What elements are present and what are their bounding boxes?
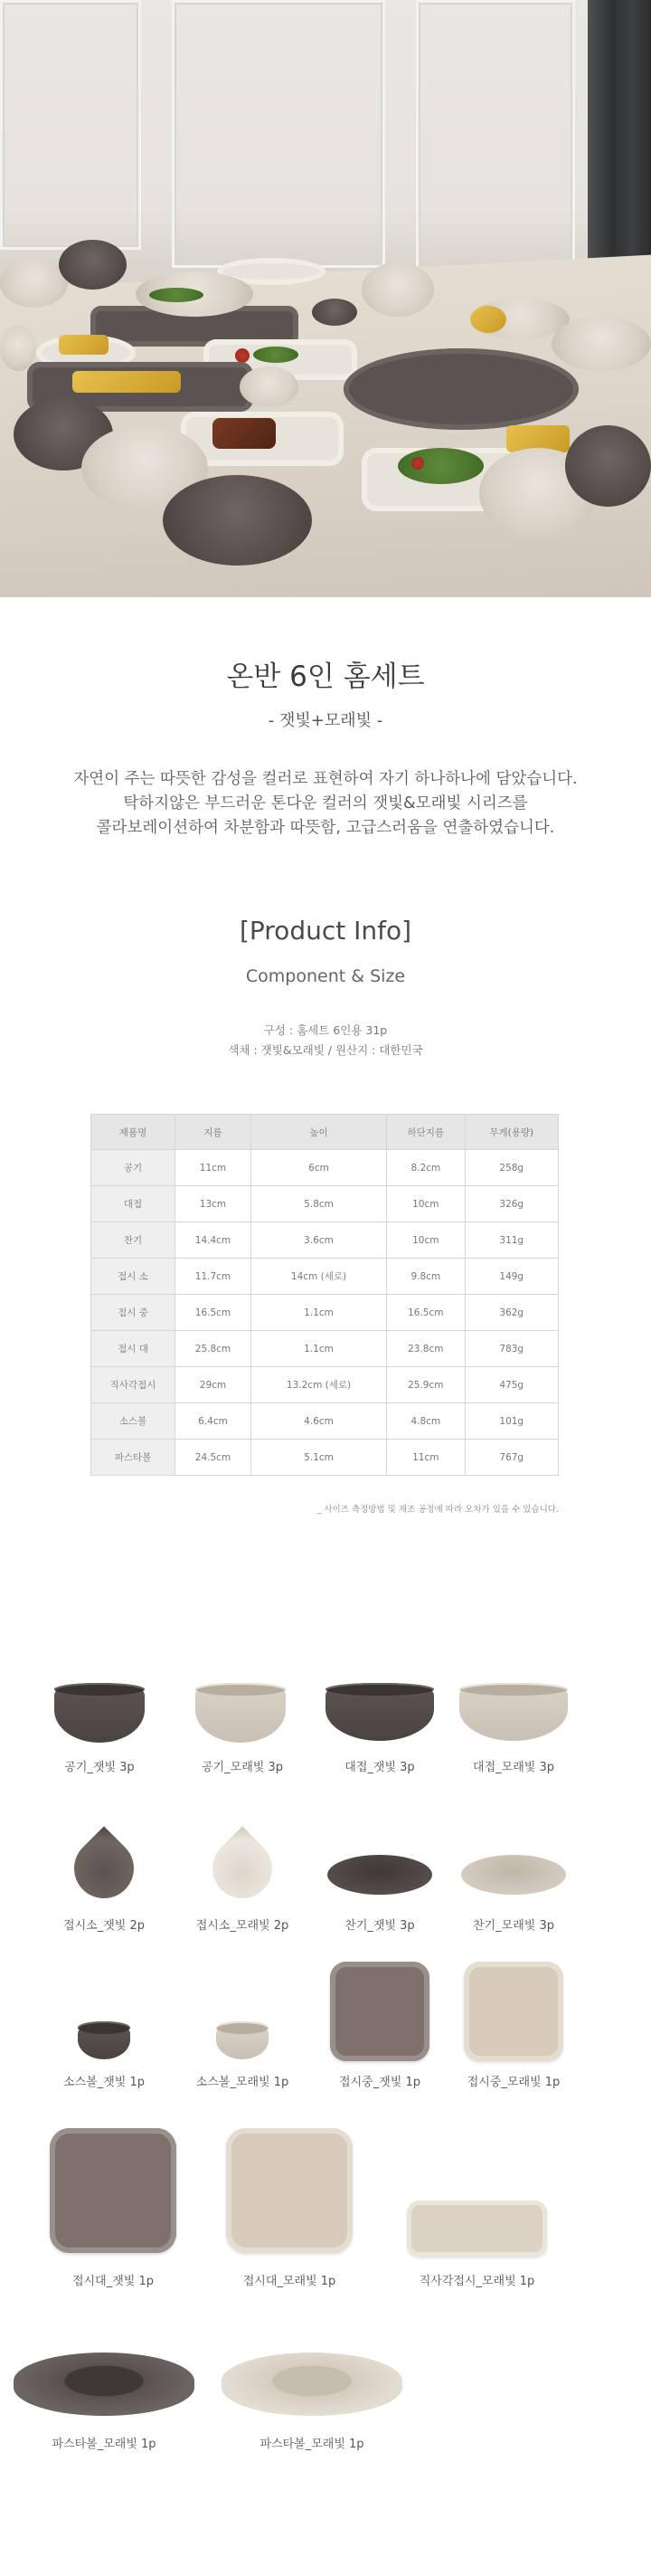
- gallery-item-label: 접시대_모래빛 1p: [242, 2275, 336, 2288]
- table-cell: 4.6cm: [250, 1403, 386, 1440]
- pasta-bowl: [344, 348, 579, 430]
- large-plate-image: [226, 2128, 353, 2253]
- table-cell: 11cm: [387, 1440, 465, 1476]
- bowl: [59, 240, 127, 290]
- description-line: 자연이 주는 따뜻한 감성을 컬러로 표현하여 자기 하나하나에 담았습니다.: [73, 770, 578, 788]
- gallery-item-label: 공기_잿빛 3p: [64, 1761, 135, 1774]
- bowl-image: [326, 1688, 434, 1741]
- table-cell: 접시 중: [91, 1295, 175, 1331]
- table-cell: 362g: [465, 1295, 558, 1331]
- gallery-item: [217, 2128, 362, 2291]
- table-cell: 101g: [465, 1403, 558, 1440]
- table-cell: 3.6cm: [250, 1222, 386, 1259]
- gallery-item-label: 파스타볼_모래빛 1p: [259, 2438, 364, 2451]
- table-row: [91, 1150, 559, 1186]
- bowl: [565, 425, 651, 507]
- column-header: 지름: [175, 1115, 251, 1150]
- table-cell: 10cm: [387, 1222, 465, 1259]
- gallery-item-label: 대접_잿빛 3p: [344, 1761, 415, 1774]
- gallery-item-label: 접시대_잿빛 1p: [72, 2275, 154, 2288]
- table-row: [91, 1295, 559, 1331]
- bowl-image: [195, 1688, 286, 1743]
- meat: [212, 418, 276, 449]
- table-cell: 대접: [91, 1186, 175, 1222]
- side-dish-image: [327, 1855, 432, 1895]
- table-cell: 24.5cm: [175, 1440, 251, 1476]
- table-cell: 파스타볼: [91, 1440, 175, 1476]
- salad: [398, 448, 484, 484]
- table-row: [91, 1259, 559, 1295]
- gallery-item: [321, 1819, 439, 1936]
- pasta-bowl-image: [14, 2353, 194, 2416]
- gallery-item-label: 찬기_모래빛 3p: [473, 1919, 554, 1933]
- rectangle-plate-image: [407, 2201, 547, 2257]
- table-row: [91, 1403, 559, 1440]
- gallery-item: [45, 1819, 163, 1936]
- teardrop-plate-image: [61, 1826, 146, 1910]
- sauce-bowl-image: [78, 2027, 130, 2059]
- table-cell: 16.5cm: [387, 1295, 465, 1331]
- table-cell: 10cm: [387, 1186, 465, 1222]
- table-cell: 25.9cm: [387, 1367, 465, 1403]
- wall-panel: [0, 0, 141, 250]
- bowl: [0, 258, 68, 308]
- color-origin-text: 색채 : 잿빛&모래빛 / 원산지 : 대한민국: [228, 1043, 423, 1057]
- table-cell: 5.1cm: [250, 1440, 386, 1476]
- table-cell: 접시 대: [91, 1331, 175, 1367]
- food: [72, 371, 181, 393]
- gallery-item: [455, 1954, 572, 2090]
- bowl: [240, 366, 298, 407]
- bowl: [362, 262, 434, 317]
- info-subheading: Component & Size: [245, 966, 406, 986]
- table-cell: 8.2cm: [387, 1150, 465, 1186]
- table-cell: 29cm: [175, 1367, 251, 1403]
- description-line: 탁하지않은 부드러운 톤다운 컬러의 잿빛&모래빛 시리즈를: [123, 794, 528, 813]
- composition-text: 구성 : 홈세트 6인용 31p: [263, 1023, 388, 1037]
- bowl: [552, 317, 651, 371]
- table-row: [91, 1440, 559, 1476]
- gallery-item: [389, 2128, 565, 2291]
- table-cell: 767g: [465, 1440, 558, 1476]
- table-cell: 9.8cm: [387, 1259, 465, 1295]
- gallery-item: [222, 2353, 402, 2461]
- gallery-item-label: 파스타볼_모래빛 1p: [52, 2438, 156, 2451]
- sauce-bowl-image: [216, 2027, 269, 2059]
- gallery-item-label: 소스볼_잿빛 1p: [63, 2076, 145, 2089]
- gallery-item-label: 직사각접시_모래빛 1p: [419, 2275, 535, 2288]
- table-cell: 14cm (세로): [250, 1259, 386, 1295]
- tomato: [411, 457, 424, 470]
- table-row: [91, 1331, 559, 1367]
- table-cell: 23.8cm: [387, 1331, 465, 1367]
- wall-panel: [416, 0, 575, 277]
- curtain: [588, 0, 651, 299]
- column-header: 무게(용량): [465, 1115, 558, 1150]
- gallery-item: [184, 1954, 301, 2090]
- gallery-item: [455, 1819, 572, 1936]
- salad: [253, 347, 298, 363]
- gallery-item: [184, 1683, 301, 1782]
- spec-table: [90, 1114, 559, 1476]
- table-cell: 1.1cm: [250, 1295, 386, 1331]
- bowl-image: [54, 1688, 145, 1743]
- table-cell: 11.7cm: [175, 1259, 251, 1295]
- square-plate-image: [330, 1962, 429, 2061]
- teardrop-plate-image: [200, 1826, 284, 1910]
- gallery-item: [45, 1954, 163, 2090]
- product-description: [0, 767, 651, 841]
- info-heading: [Product Info]: [239, 916, 412, 946]
- table-cell: 149g: [465, 1259, 558, 1295]
- gallery-item-label: 대접_모래빛 3p: [473, 1761, 554, 1774]
- column-header: 제품명: [91, 1115, 175, 1150]
- wall-panel: [172, 0, 385, 268]
- gallery-item-label: 접시중_모래빛 1p: [467, 2076, 561, 2089]
- product-meta: [0, 1021, 651, 1060]
- table-cell: 783g: [465, 1331, 558, 1367]
- table-cell: 16.5cm: [175, 1295, 251, 1331]
- table-cell: 11cm: [175, 1150, 251, 1186]
- table-cell: 258g: [465, 1150, 558, 1186]
- table-cell: 25.8cm: [175, 1331, 251, 1367]
- table-row: [91, 1367, 559, 1403]
- description-line: 콜라보레이션하여 차분함과 따뜻함, 고급스러움을 연출하였습니다.: [96, 819, 555, 837]
- bowl: [163, 475, 312, 566]
- pasta-bowl-image: [222, 2353, 402, 2416]
- bowl: [312, 299, 357, 326]
- table-row: [91, 1186, 559, 1222]
- tomato: [235, 348, 250, 363]
- table-cell: 6.4cm: [175, 1403, 251, 1440]
- gallery-item-label: 공기_모래빛 3p: [202, 1761, 283, 1774]
- square-plate-image: [464, 1962, 563, 2061]
- table-row: [91, 1222, 559, 1259]
- table-cell: 13cm: [175, 1186, 251, 1222]
- gallery-item: [45, 1683, 154, 1782]
- table-cell: 311g: [465, 1222, 558, 1259]
- column-header: 높이: [250, 1115, 386, 1150]
- gallery-item: [14, 2353, 194, 2461]
- gallery-item: [41, 2128, 185, 2291]
- side-dish-image: [461, 1855, 566, 1895]
- large-plate-image: [50, 2128, 176, 2253]
- table-header-row: [91, 1115, 559, 1150]
- table-cell: 6cm: [250, 1150, 386, 1186]
- gallery-item-label: 접시중_잿빛 1p: [339, 2076, 420, 2089]
- table-cell: 1.1cm: [250, 1331, 386, 1367]
- size-note: _ 사이즈 측정방법 및 제조 공정에 따라 오차가 있을 수 있습니다.: [316, 1505, 559, 1515]
- gallery-item-label: 접시소_잿빛 2p: [63, 1919, 145, 1933]
- table-cell: 14.4cm: [175, 1222, 251, 1259]
- table-cell: 475g: [465, 1367, 558, 1403]
- table-cell: 4.8cm: [387, 1403, 465, 1440]
- table-cell: 5.8cm: [250, 1186, 386, 1222]
- gallery-item-label: 찬기_잿빛 3p: [344, 1919, 415, 1933]
- table-cell: 공기: [91, 1150, 175, 1186]
- salad: [149, 288, 203, 302]
- table-cell: 소스볼: [91, 1403, 175, 1440]
- hero-photo: [0, 0, 651, 597]
- food: [59, 335, 108, 355]
- product-title: 온반 6인 홈세트: [226, 661, 425, 693]
- table-cell: 찬기: [91, 1222, 175, 1259]
- gallery-item: [321, 1683, 439, 1782]
- table-cell: 13.2cm (세로): [250, 1367, 386, 1403]
- table-cell: 직사각접시: [91, 1367, 175, 1403]
- gallery-item: [455, 1683, 572, 1782]
- table-cell: 326g: [465, 1186, 558, 1222]
- table-cell: 접시 소: [91, 1259, 175, 1295]
- product-subtitle: - 잿빛+모래빛 -: [268, 711, 383, 730]
- gallery-item: [321, 1954, 439, 2090]
- gallery-item-label: 접시소_모래빛 2p: [195, 1919, 289, 1933]
- gallery-item-label: 소스볼_모래빛 1p: [195, 2076, 289, 2089]
- lemon: [470, 306, 506, 333]
- gallery-item: [184, 1819, 301, 1936]
- bowl-image: [459, 1688, 568, 1741]
- column-header: 하단지름: [387, 1115, 465, 1150]
